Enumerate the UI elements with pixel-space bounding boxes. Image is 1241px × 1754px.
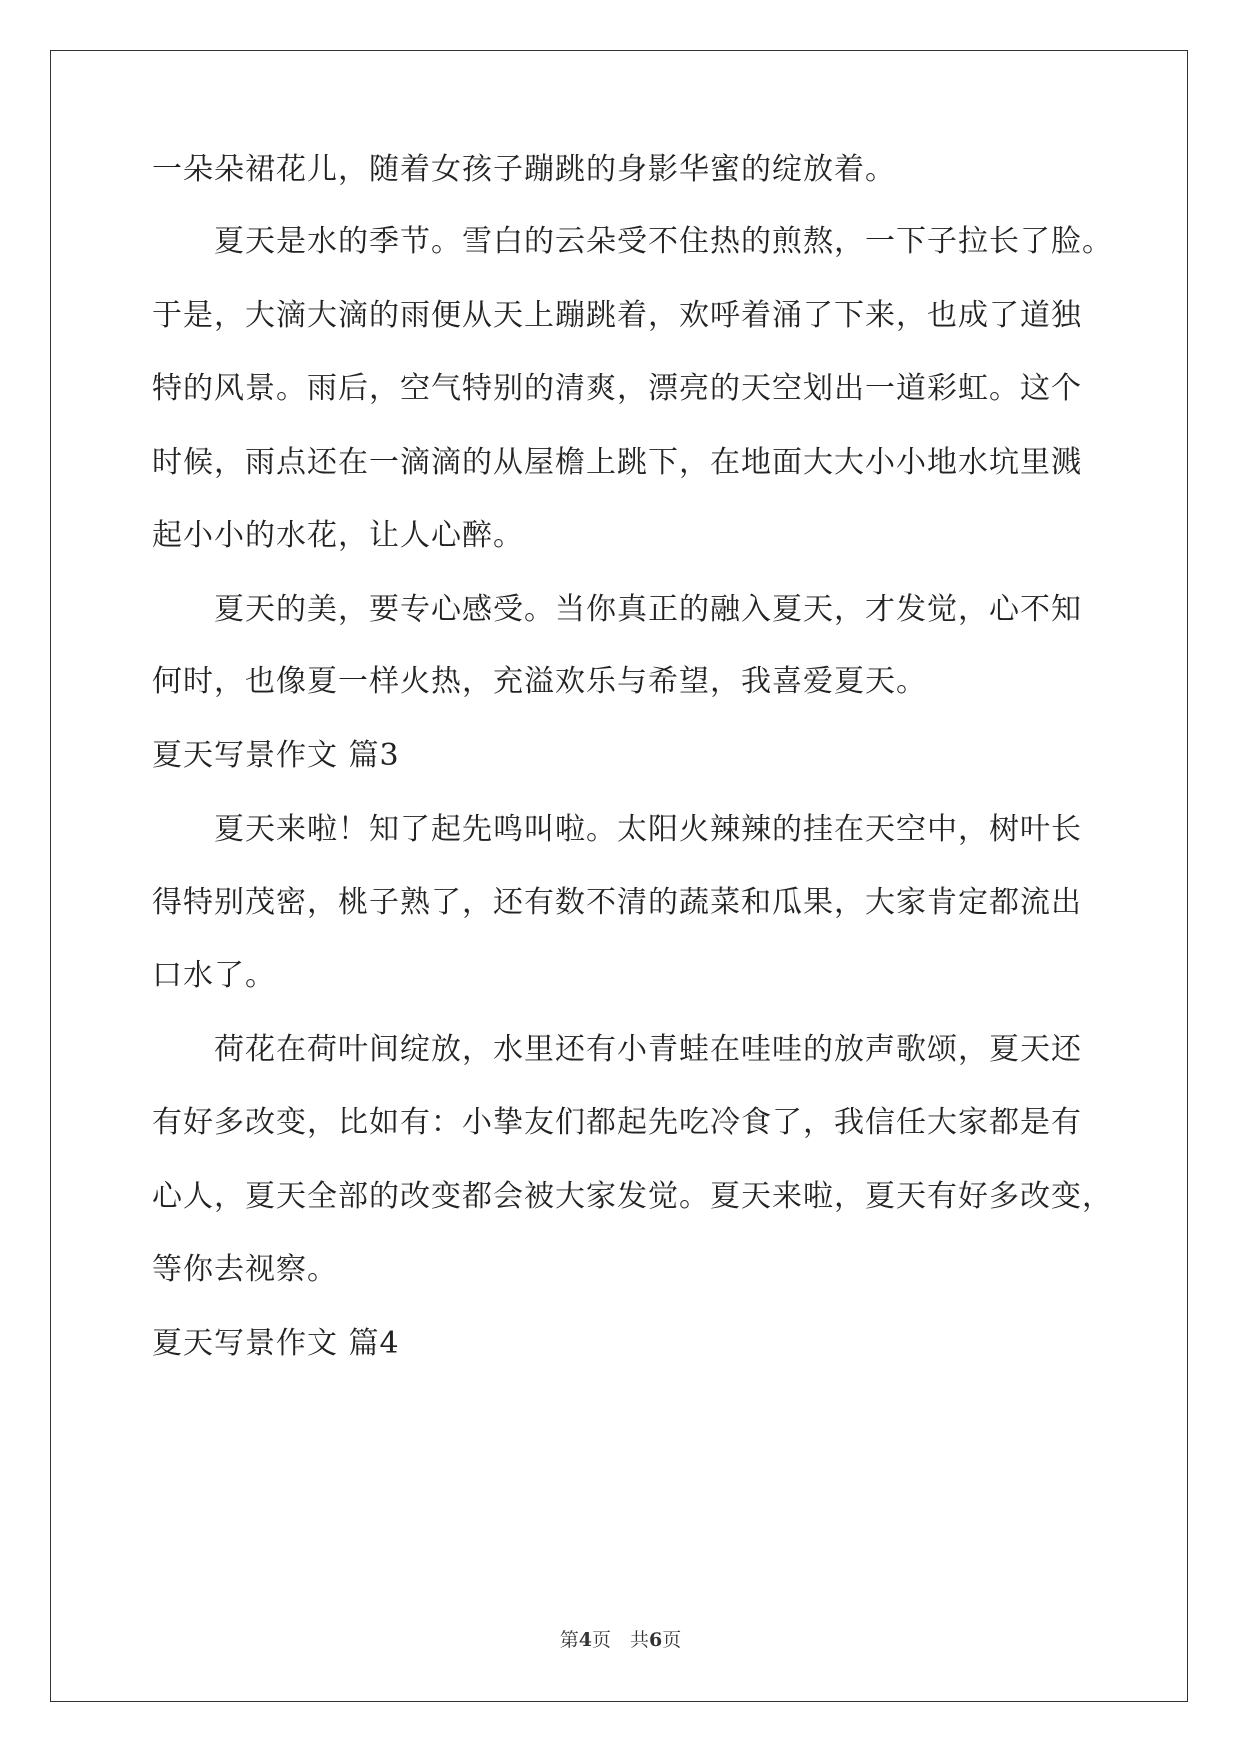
text-line: 口水了。 bbox=[152, 958, 276, 993]
text-line: 时候，雨点还在一滴滴的从屋檐上跳下，在地面大大小小地水坑里溅 bbox=[152, 445, 1082, 480]
paragraph-start: 荷花在荷叶间绽放，水里还有小青蛙在哇哇的放声歌颂，夏天还 bbox=[214, 1032, 1082, 1067]
text-line: 于是，大滴大滴的雨便从天上蹦跳着，欢呼着涌了下来，也成了道独 bbox=[152, 298, 1082, 333]
footer-prefix: 第 bbox=[559, 1629, 579, 1651]
text-line: 等你去视察。 bbox=[152, 1252, 338, 1287]
paragraph-start: 夏天的美，要专心感受。当你真正的融入夏天，才发觉，心不知 bbox=[214, 592, 1082, 627]
text-line: 一朵朵裙花儿，随着女孩子蹦跳的身影华蜜的绽放着。 bbox=[152, 152, 896, 187]
text-line: 有好多改变，比如有：小挚友们都起先吃冷食了，我信任大家都是有 bbox=[152, 1105, 1082, 1140]
section-heading: 夏天写景作文 篇3 bbox=[152, 738, 400, 773]
footer-middle: 页 共 bbox=[591, 1629, 649, 1651]
paragraph-start: 夏天来啦！知了起先鸣叫啦。太阳火辣辣的挂在天空中，树叶长 bbox=[214, 812, 1082, 847]
page-footer bbox=[0, 1625, 1241, 1652]
text-line: 得特别茂密，桃子熟了，还有数不清的蔬菜和瓜果，大家肯定都流出 bbox=[152, 885, 1082, 920]
total-page-count: 6 bbox=[649, 1629, 663, 1651]
text-line: 心人，夏天全部的改变都会被大家发觉。夏天来啦，夏天有好多改变， bbox=[152, 1179, 1113, 1214]
text-line: 特的风景。雨后，空气特别的清爽，漂亮的天空划出一道彩虹。这个 bbox=[152, 371, 1082, 406]
current-page-number: 4 bbox=[578, 1629, 592, 1651]
text-line: 何时，也像夏一样火热，充溢欢乐与希望，我喜爱夏天。 bbox=[152, 664, 927, 699]
text-line: 起小小的水花，让人心醉。 bbox=[152, 518, 524, 553]
section-heading: 夏天写景作文 篇4 bbox=[152, 1326, 400, 1361]
paragraph-start: 夏天是水的季节。雪白的云朵受不住热的煎熬，一下子拉长了脸。 bbox=[214, 224, 1113, 259]
footer-suffix: 页 bbox=[662, 1629, 682, 1651]
